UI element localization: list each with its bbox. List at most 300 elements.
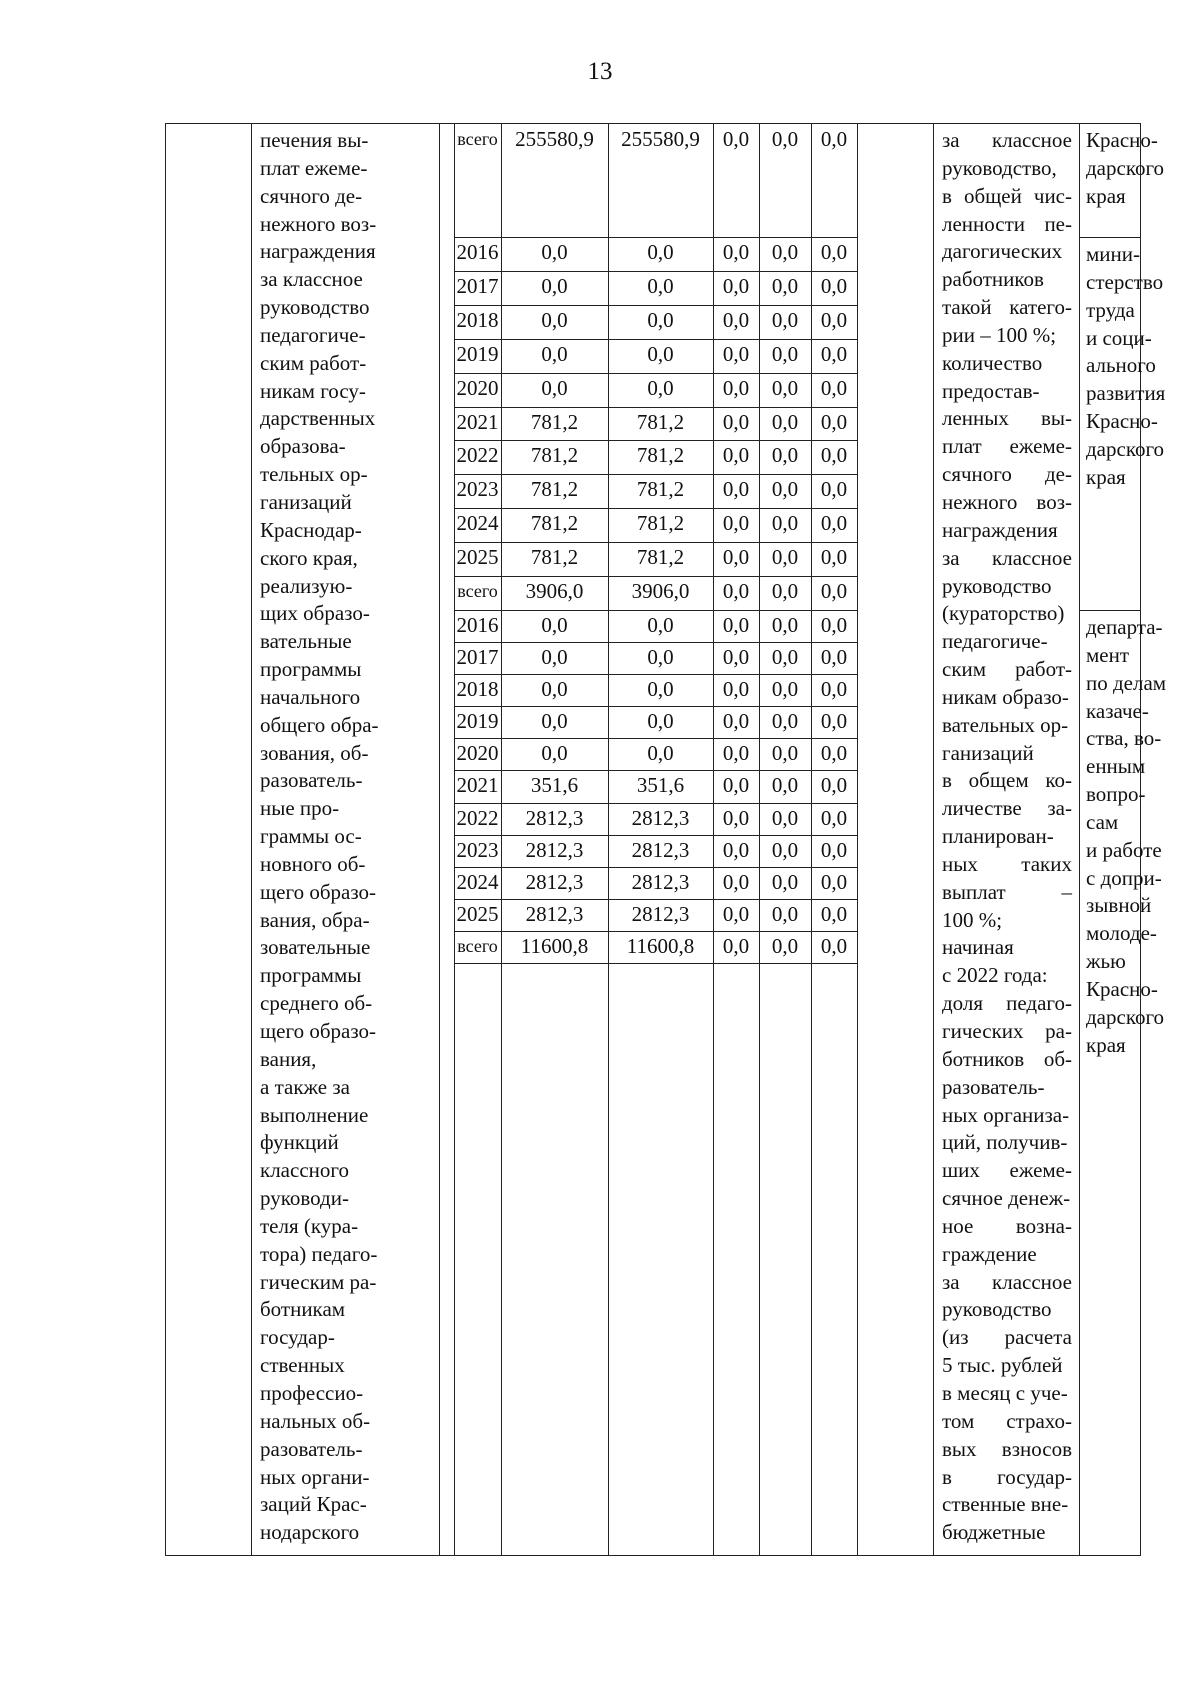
finance-period-cell: 2019 bbox=[456, 341, 499, 366]
indicator-line: граждение bbox=[942, 1241, 1037, 1266]
finance-row-rule bbox=[454, 867, 857, 868]
finance-row-rule bbox=[454, 803, 857, 804]
event-name-line: разователь- bbox=[260, 1436, 363, 1461]
finance-value-cell: 0,0 bbox=[647, 677, 674, 702]
finance-row-rule bbox=[454, 237, 857, 238]
event-name-line: выполнение bbox=[260, 1102, 369, 1127]
executor-line: вопро- bbox=[1086, 782, 1146, 807]
executor-line: края bbox=[1086, 464, 1126, 489]
finance-period-cell: 2025 bbox=[456, 545, 499, 570]
executor-line: и работе bbox=[1086, 837, 1162, 862]
indicator-line: такой катего- bbox=[942, 295, 1072, 320]
finance-period-cell: 2017 bbox=[456, 645, 499, 670]
finance-value-cell: 2812,3 bbox=[525, 869, 584, 894]
finance-value-cell: 781,2 bbox=[530, 511, 579, 536]
event-name-line: нальных об- bbox=[260, 1408, 371, 1433]
finance-value-cell: 351,6 bbox=[530, 773, 579, 798]
finance-row-rule bbox=[454, 339, 857, 340]
indicator-line: ленности пе- bbox=[942, 211, 1072, 236]
finance-value-cell: 0,0 bbox=[771, 443, 799, 468]
finance-row-rule bbox=[454, 474, 857, 475]
indicator-line: руководство, bbox=[942, 155, 1057, 180]
event-name-line: общего обра- bbox=[260, 712, 379, 737]
finance-value-cell: 11600,8 bbox=[520, 933, 589, 958]
finance-value-cell: 351,6 bbox=[636, 773, 685, 798]
finance-value-cell: 2812,3 bbox=[631, 837, 690, 862]
table-col-rule bbox=[857, 123, 858, 1556]
table-col-rule bbox=[439, 123, 440, 1556]
finance-value-cell: 0,0 bbox=[771, 837, 799, 862]
finance-value-cell: 0,0 bbox=[722, 545, 750, 570]
finance-value-cell: 0,0 bbox=[771, 409, 799, 434]
event-name-line: ные про- bbox=[260, 796, 340, 821]
event-name-line: программы bbox=[260, 963, 362, 988]
indicator-line: в общем ко- bbox=[942, 768, 1072, 793]
finance-value-cell: 0,0 bbox=[647, 741, 674, 766]
event-name-line: граммы ос- bbox=[260, 824, 362, 849]
finance-period-cell: 2016 bbox=[456, 240, 499, 264]
finance-value-cell: 0,0 bbox=[541, 273, 568, 298]
table-border-top bbox=[165, 123, 1140, 124]
finance-value-cell: 0,0 bbox=[820, 579, 848, 604]
finance-row-rule bbox=[454, 508, 857, 509]
indicator-line: ганизаций bbox=[942, 740, 1034, 765]
executor-line: мини- bbox=[1086, 242, 1140, 266]
finance-value-cell: 0,0 bbox=[820, 240, 848, 264]
event-name-line: среднего об- bbox=[260, 991, 373, 1016]
executor-line: края bbox=[1086, 1032, 1126, 1057]
event-name-line: печения вы- bbox=[260, 128, 369, 152]
finance-value-cell: 0,0 bbox=[722, 741, 750, 766]
executor-line: труда bbox=[1086, 297, 1135, 322]
indicator-line: ций, получив- bbox=[942, 1130, 1068, 1155]
finance-period-cell: 2020 bbox=[456, 375, 499, 400]
finance-value-cell: 2812,3 bbox=[631, 805, 690, 830]
finance-value-cell: 0,0 bbox=[722, 375, 750, 400]
finance-value-cell: 2812,3 bbox=[525, 901, 584, 926]
indicator-line: руководство bbox=[942, 1297, 1052, 1322]
finance-value-cell: 781,2 bbox=[636, 477, 685, 502]
finance-value-cell: 0,0 bbox=[771, 545, 799, 570]
event-name-line: сячного де- bbox=[260, 183, 363, 208]
finance-value-cell: 0,0 bbox=[722, 933, 750, 958]
indicator-line: за классное bbox=[942, 128, 1072, 152]
finance-value-cell: 0,0 bbox=[722, 127, 750, 151]
event-name-line: вания, обра- bbox=[260, 907, 370, 932]
page-number: 13 bbox=[587, 58, 613, 85]
event-name-line: никам госу- bbox=[260, 378, 366, 403]
finance-period-cell: 2024 bbox=[456, 511, 499, 536]
indicator-line: ботников об- bbox=[942, 1046, 1072, 1071]
event-name-line: теля (кура- bbox=[260, 1213, 359, 1238]
finance-value-cell: 0,0 bbox=[722, 511, 750, 536]
indicator-line: рии – 100 %; bbox=[942, 322, 1057, 347]
indicator-line: 100 %; bbox=[942, 907, 1003, 932]
finance-period-cell: 2020 bbox=[456, 741, 499, 766]
finance-row-rule bbox=[454, 642, 857, 643]
finance-period-cell: 2021 bbox=[456, 409, 499, 434]
finance-value-cell: 0,0 bbox=[722, 901, 750, 926]
finance-value-cell: 0,0 bbox=[820, 805, 848, 830]
finance-value-cell: 0,0 bbox=[771, 613, 799, 637]
finance-value-cell: 0,0 bbox=[771, 341, 799, 366]
indicator-line: сячное денеж- bbox=[942, 1186, 1071, 1211]
finance-value-cell: 0,0 bbox=[820, 901, 848, 926]
finance-row-rule bbox=[454, 674, 857, 675]
finance-period-cell: 2018 bbox=[456, 307, 499, 332]
finance-value-cell: 0,0 bbox=[820, 545, 848, 570]
event-name-line: разователь- bbox=[260, 768, 363, 793]
finance-value-cell: 0,0 bbox=[820, 511, 848, 536]
event-name-line: руководство bbox=[260, 295, 370, 320]
finance-value-cell: 781,2 bbox=[530, 477, 579, 502]
indicator-line: количество bbox=[942, 350, 1043, 375]
finance-value-cell: 0,0 bbox=[771, 477, 799, 502]
finance-value-cell: 11600,8 bbox=[626, 933, 695, 958]
executor-line: мент bbox=[1086, 642, 1130, 667]
finance-value-cell: 0,0 bbox=[541, 709, 568, 734]
executor-line: дарского bbox=[1086, 1004, 1165, 1029]
indicator-line: ших ежеме- bbox=[942, 1158, 1072, 1183]
finance-value-cell: 0,0 bbox=[722, 240, 750, 264]
finance-value-cell: 0,0 bbox=[541, 240, 568, 264]
finance-value-cell: 0,0 bbox=[771, 709, 799, 734]
event-name-line: щих образо- bbox=[260, 601, 370, 626]
indicator-line: ных организа- bbox=[942, 1102, 1070, 1127]
indicator-line: с 2022 года: bbox=[942, 963, 1048, 988]
finance-row-rule bbox=[454, 440, 857, 441]
finance-value-cell: 0,0 bbox=[541, 613, 568, 637]
indicator-line: вых взносов bbox=[942, 1436, 1072, 1461]
executor-cell bbox=[1086, 241, 1165, 492]
event-name-line: гическим ра- bbox=[260, 1269, 377, 1294]
indicator-line: выплат – bbox=[942, 879, 1072, 904]
finance-row-rule bbox=[454, 373, 857, 374]
indicator-line: предостав- bbox=[942, 378, 1040, 403]
finance-row-rule bbox=[454, 963, 857, 964]
finance-period-cell: 2024 bbox=[456, 869, 499, 894]
event-name-line: ским работ- bbox=[260, 350, 367, 375]
finance-value-cell: 0,0 bbox=[771, 933, 799, 958]
finance-value-cell: 0,0 bbox=[722, 443, 750, 468]
event-name-line: за классное bbox=[260, 267, 363, 292]
event-name-line: педагогиче- bbox=[260, 322, 366, 347]
executor-line: департа- bbox=[1086, 615, 1163, 639]
finance-value-cell: 0,0 bbox=[771, 741, 799, 766]
finance-row-rule bbox=[454, 931, 857, 932]
indicator-line: доля педаго- bbox=[942, 991, 1072, 1016]
finance-value-cell: 0,0 bbox=[820, 443, 848, 468]
finance-row-rule bbox=[454, 271, 857, 272]
finance-row-rule bbox=[454, 305, 857, 306]
event-name-cell bbox=[260, 127, 379, 1547]
finance-value-cell: 0,0 bbox=[722, 477, 750, 502]
event-name-line: начального bbox=[260, 684, 361, 709]
executor-cell bbox=[1086, 614, 1166, 1060]
finance-value-cell: 781,2 bbox=[636, 545, 685, 570]
finance-value-cell: 0,0 bbox=[820, 709, 848, 734]
executor-line: дарского bbox=[1086, 155, 1165, 180]
event-name-line: заций Крас- bbox=[260, 1492, 367, 1517]
executor-line: по делам bbox=[1086, 670, 1167, 695]
finance-value-cell: 0,0 bbox=[820, 273, 848, 298]
finance-value-cell: 2812,3 bbox=[631, 869, 690, 894]
finance-value-cell: 0,0 bbox=[820, 477, 848, 502]
indicator-line: никам образо- bbox=[942, 684, 1069, 709]
finance-row-rule bbox=[454, 899, 857, 900]
finance-value-cell: 0,0 bbox=[771, 511, 799, 536]
event-name-line: зования, об- bbox=[260, 740, 369, 765]
finance-value-cell: 0,0 bbox=[722, 579, 750, 604]
event-name-line: плат ежеме- bbox=[260, 155, 368, 180]
executor-line: казаче- bbox=[1086, 698, 1149, 723]
finance-period-cell: всего bbox=[457, 935, 498, 956]
finance-row-rule bbox=[454, 738, 857, 739]
indicator-line: за классное bbox=[942, 545, 1072, 570]
indicator-line: планирован- bbox=[942, 824, 1054, 849]
indicator-line: педагогиче- bbox=[942, 629, 1048, 654]
executor-line: сам bbox=[1086, 809, 1119, 834]
executor-line: Красно- bbox=[1086, 409, 1158, 434]
indicator-line: разователь- bbox=[942, 1074, 1045, 1099]
finance-value-cell: 0,0 bbox=[647, 341, 674, 366]
executor-separator bbox=[1079, 610, 1140, 611]
finance-period-cell: 2019 bbox=[456, 709, 499, 734]
finance-period-cell: 2023 bbox=[456, 477, 499, 502]
finance-row-rule bbox=[454, 407, 857, 408]
table-border-bottom bbox=[165, 1555, 1140, 1556]
event-name-line: вательные bbox=[260, 629, 352, 654]
executor-line: развития bbox=[1086, 381, 1166, 406]
indicator-line: в государ- bbox=[942, 1464, 1072, 1489]
event-name-line: профессио- bbox=[260, 1380, 364, 1405]
table-col-rule bbox=[1079, 123, 1080, 1556]
finance-value-cell: 0,0 bbox=[771, 273, 799, 298]
finance-value-cell: 0,0 bbox=[771, 869, 799, 894]
indicator-line: 5 тыс. рублей bbox=[942, 1353, 1063, 1378]
finance-value-cell: 0,0 bbox=[722, 773, 750, 798]
finance-value-cell: 2812,3 bbox=[525, 837, 584, 862]
finance-value-cell: 781,2 bbox=[636, 511, 685, 536]
finance-value-cell: 0,0 bbox=[820, 837, 848, 862]
event-name-line: награждения bbox=[260, 239, 376, 264]
finance-value-cell: 0,0 bbox=[647, 240, 674, 264]
finance-value-cell: 3906,0 bbox=[525, 579, 584, 604]
finance-value-cell: 0,0 bbox=[820, 741, 848, 766]
indicator-line: бюджетные bbox=[942, 1520, 1046, 1545]
finance-value-cell: 0,0 bbox=[647, 613, 674, 637]
finance-value-cell: 0,0 bbox=[541, 307, 568, 332]
finance-value-cell: 0,0 bbox=[722, 273, 750, 298]
finance-period-cell: 2025 bbox=[456, 901, 499, 926]
executor-line: стерство bbox=[1086, 269, 1164, 294]
finance-value-cell: 0,0 bbox=[722, 805, 750, 830]
finance-value-cell: 0,0 bbox=[820, 127, 848, 151]
indicator-line: гических ра- bbox=[942, 1019, 1072, 1043]
event-name-line: ственных bbox=[260, 1353, 345, 1378]
indicator-line: ственные вне- bbox=[942, 1492, 1069, 1517]
finance-period-cell: 2023 bbox=[456, 837, 499, 862]
event-name-line: а также за bbox=[260, 1074, 350, 1099]
finance-row-rule bbox=[454, 770, 857, 771]
event-name-line: нодарского bbox=[260, 1520, 360, 1545]
finance-value-cell: 0,0 bbox=[647, 307, 674, 332]
event-name-line: Краснодар- bbox=[260, 517, 362, 542]
finance-value-cell: 0,0 bbox=[722, 837, 750, 862]
finance-value-cell: 0,0 bbox=[647, 709, 674, 734]
finance-value-cell: 0,0 bbox=[722, 341, 750, 366]
event-name-line: реализую- bbox=[260, 573, 353, 598]
indicator-line: ное возна- bbox=[942, 1213, 1072, 1238]
event-name-line: тельных ор- bbox=[260, 462, 368, 487]
executor-line: дарского bbox=[1086, 436, 1165, 461]
finance-value-cell: 781,2 bbox=[636, 443, 685, 468]
finance-value-cell: 0,0 bbox=[820, 869, 848, 894]
finance-period-cell: 2022 bbox=[456, 443, 499, 468]
indicator-line: том страхо- bbox=[942, 1408, 1072, 1433]
event-name-line: щего образо- bbox=[260, 879, 377, 904]
finance-row-rule bbox=[454, 706, 857, 707]
indicator-line: вательных ор- bbox=[942, 712, 1069, 737]
finance-row-rule bbox=[454, 576, 857, 577]
finance-value-cell: 781,2 bbox=[530, 443, 579, 468]
event-name-line: вания, bbox=[260, 1046, 317, 1071]
finance-value-cell: 781,2 bbox=[530, 409, 579, 434]
finance-row-rule bbox=[454, 610, 857, 611]
finance-value-cell: 0,0 bbox=[771, 127, 799, 151]
table-col-rule bbox=[165, 123, 166, 1556]
finance-value-cell: 0,0 bbox=[771, 901, 799, 926]
finance-row-rule bbox=[454, 835, 857, 836]
event-name-line: щего образо- bbox=[260, 1019, 377, 1043]
event-name-line: функций bbox=[260, 1130, 339, 1155]
indicator-line: работников bbox=[942, 267, 1044, 292]
event-name-line: ганизаций bbox=[260, 489, 352, 514]
finance-value-cell: 0,0 bbox=[647, 645, 674, 670]
indicator-line: сячного де- bbox=[942, 462, 1072, 487]
finance-period-cell: всего bbox=[457, 581, 498, 602]
finance-value-cell: 781,2 bbox=[530, 545, 579, 570]
indicator-line: награждения bbox=[942, 517, 1058, 542]
finance-value-cell: 0,0 bbox=[771, 307, 799, 332]
event-name-line: программы bbox=[260, 657, 362, 682]
indicator-line: плат ежеме- bbox=[942, 434, 1072, 459]
finance-value-cell: 3906,0 bbox=[631, 579, 690, 604]
executor-line: с допри- bbox=[1086, 865, 1162, 890]
event-name-line: ных органи- bbox=[260, 1464, 370, 1489]
event-name-line: тора) педаго- bbox=[260, 1241, 378, 1266]
finance-period-cell: 2016 bbox=[456, 613, 499, 637]
finance-value-cell: 0,0 bbox=[820, 375, 848, 400]
finance-value-cell: 0,0 bbox=[771, 677, 799, 702]
finance-value-cell: 0,0 bbox=[722, 677, 750, 702]
indicator-line: нежного воз- bbox=[942, 489, 1072, 514]
program-table bbox=[165, 123, 1167, 1555]
executor-line: молоде- bbox=[1086, 921, 1157, 946]
finance-period-cell: 2018 bbox=[456, 677, 499, 702]
finance-value-cell: 0,0 bbox=[647, 375, 674, 400]
finance-value-cell: 0,0 bbox=[820, 645, 848, 670]
finance-value-cell: 0,0 bbox=[820, 409, 848, 434]
event-name-line: зовательные bbox=[260, 935, 371, 960]
event-name-line: ского края, bbox=[260, 545, 358, 570]
indicator-line: дагогических bbox=[942, 239, 1063, 264]
finance-period-cell: 2022 bbox=[456, 805, 499, 830]
finance-value-cell: 0,0 bbox=[771, 240, 799, 264]
finance-value-cell: 0,0 bbox=[820, 341, 848, 366]
finance-value-cell: 0,0 bbox=[820, 307, 848, 332]
executor-line: и соци- bbox=[1086, 325, 1152, 350]
finance-value-cell: 0,0 bbox=[771, 375, 799, 400]
finance-value-cell: 0,0 bbox=[722, 709, 750, 734]
executor-line: ального bbox=[1086, 353, 1156, 378]
indicator-line: ским работ- bbox=[942, 657, 1072, 682]
finance-value-cell: 0,0 bbox=[771, 645, 799, 670]
finance-value-cell: 0,0 bbox=[722, 307, 750, 332]
finance-value-cell: 0,0 bbox=[722, 409, 750, 434]
indicator-line: ленных вы- bbox=[942, 406, 1072, 431]
finance-value-cell: 0,0 bbox=[541, 375, 568, 400]
finance-value-cell: 0,0 bbox=[541, 645, 568, 670]
finance-value-cell: 0,0 bbox=[820, 933, 848, 958]
indicator-cell bbox=[942, 127, 1072, 1547]
finance-value-cell: 781,2 bbox=[636, 409, 685, 434]
executor-line: жью bbox=[1086, 949, 1126, 974]
indicator-line: ных таких bbox=[942, 851, 1072, 876]
indicator-line: за классное bbox=[942, 1269, 1072, 1294]
finance-value-cell: 0,0 bbox=[722, 645, 750, 670]
finance-value-cell: 255580,9 bbox=[515, 127, 594, 151]
executor-cell bbox=[1086, 127, 1164, 211]
executor-line: Красно- bbox=[1086, 976, 1158, 1001]
event-name-line: классного bbox=[260, 1158, 349, 1183]
finance-value-cell: 2812,3 bbox=[631, 901, 690, 926]
finance-value-cell: 0,0 bbox=[541, 741, 568, 766]
executor-line: Красно- bbox=[1086, 128, 1158, 152]
finance-row-rule bbox=[454, 542, 857, 543]
executor-separator bbox=[1079, 237, 1140, 238]
finance-value-cell: 0,0 bbox=[722, 869, 750, 894]
event-name-line: образова- bbox=[260, 434, 346, 459]
finance-value-cell: 255580,9 bbox=[621, 127, 700, 151]
finance-value-cell: 0,0 bbox=[820, 677, 848, 702]
event-name-line: новного об- bbox=[260, 851, 366, 876]
executor-line: ства, во- bbox=[1086, 726, 1162, 751]
finance-value-cell: 0,0 bbox=[541, 677, 568, 702]
finance-period-cell: 2021 bbox=[456, 773, 499, 798]
event-name-line: ботникам bbox=[260, 1297, 346, 1322]
finance-value-cell: 0,0 bbox=[820, 773, 848, 798]
finance-period-cell: всего bbox=[457, 129, 498, 149]
finance-period-cell: 2017 bbox=[456, 273, 499, 298]
event-name-line: государ- bbox=[260, 1325, 335, 1350]
finance-value-cell: 0,0 bbox=[771, 805, 799, 830]
finance-value-cell: 2812,3 bbox=[525, 805, 584, 830]
indicator-line: (из расчета bbox=[942, 1325, 1072, 1350]
indicator-line: личестве за- bbox=[942, 796, 1072, 821]
finance-value-cell: 0,0 bbox=[771, 579, 799, 604]
event-name-line: дарственных bbox=[260, 406, 376, 431]
executor-line: енным bbox=[1086, 754, 1146, 779]
indicator-line: начиная bbox=[942, 935, 1014, 960]
finance-value-cell: 0,0 bbox=[647, 273, 674, 298]
indicator-line: в общей чис- bbox=[942, 183, 1072, 208]
event-name-line: нежного воз- bbox=[260, 211, 377, 236]
executor-line: края bbox=[1086, 183, 1126, 208]
indicator-line: руководство bbox=[942, 573, 1052, 598]
finance-value-cell: 0,0 bbox=[541, 341, 568, 366]
finance-value-cell: 0,0 bbox=[722, 613, 750, 637]
